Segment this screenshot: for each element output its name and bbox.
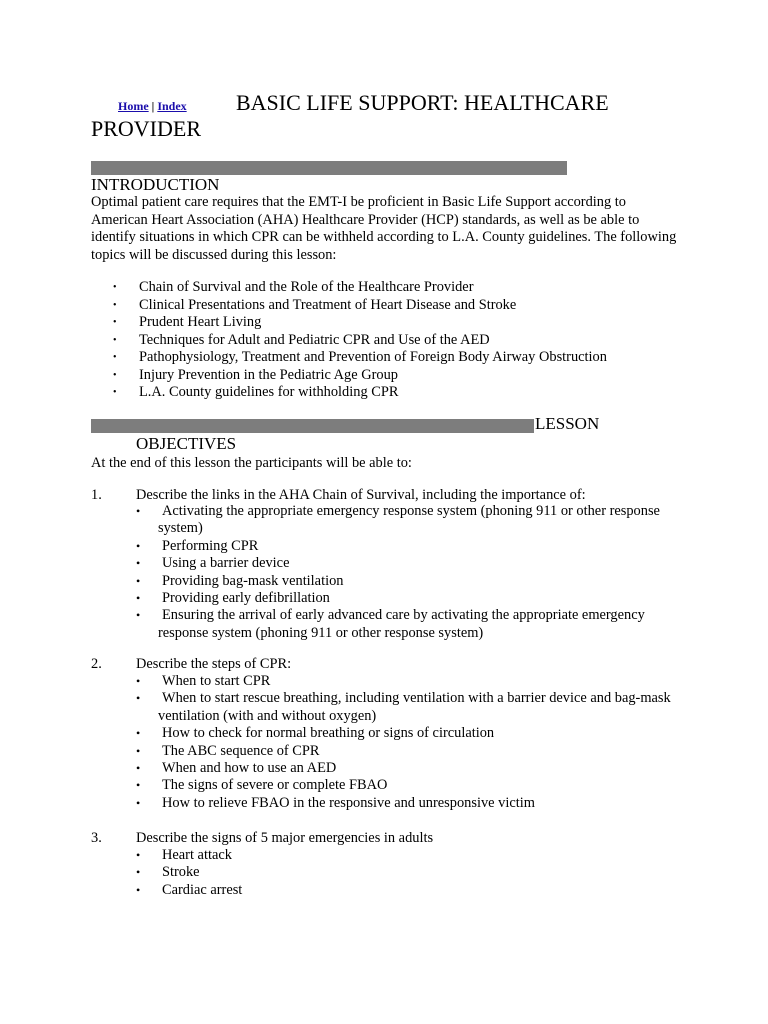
- objective-title: Describe the steps of CPR:: [136, 656, 292, 672]
- list-item: • Using a barrier device: [136, 555, 290, 572]
- bullet-icon: •: [136, 743, 141, 758]
- list-item: • The signs of severe or complete FBAO: [136, 777, 388, 794]
- introduction-heading: INTRODUCTION: [91, 175, 220, 194]
- list-item: • How to check for normal breathing or signs of circulation: [136, 725, 495, 742]
- bullet-icon: •: [113, 282, 117, 293]
- page-title-line1: BASIC LIFE SUPPORT: HEALTHCARE: [236, 90, 609, 115]
- bullet-icon: •: [136, 761, 141, 776]
- objective-sub-list: [0, 847, 688, 899]
- home-link[interactable]: Home: [118, 99, 149, 113]
- bullet-icon: •: [136, 674, 141, 688]
- bullet-icon: •: [136, 865, 141, 880]
- list-item: • Ensuring the arrival of early advanced care by activating the appropriate emergency response system (phoning 911 or other response system): [136, 607, 645, 641]
- objective-title: Describe the signs of 5 major emergencies in adults: [136, 830, 434, 846]
- objective-number: 3.: [91, 830, 102, 846]
- bullet-icon: •: [113, 387, 117, 398]
- bullet-icon: •: [113, 334, 117, 346]
- list-item: • The ABC sequence of CPR: [136, 742, 320, 759]
- objective-title: Describe the links in the AHA Chain of Survival, including the importance of:: [136, 487, 586, 503]
- list-item: • Providing bag-mask ventilation: [136, 572, 344, 589]
- bullet-icon: •: [136, 848, 141, 862]
- bullet-icon: •: [113, 299, 117, 311]
- bullet-icon: •: [136, 778, 141, 793]
- bullet-icon: •: [136, 608, 141, 623]
- bullet-icon: •: [136, 504, 141, 518]
- objectives-heading-part1: LESSON: [535, 414, 600, 433]
- nav-links: [118, 99, 187, 114]
- bullet-icon: •: [113, 369, 117, 381]
- nav-separator: |: [151, 99, 155, 113]
- objective-sub-list: [0, 673, 688, 812]
- bullet-icon: •: [136, 691, 141, 706]
- bullet-icon: •: [136, 573, 141, 588]
- index-link[interactable]: Index: [157, 99, 187, 113]
- list-item: • Providing early defibrillation: [136, 590, 330, 607]
- bullet-icon: •: [136, 882, 141, 897]
- list-item: • Stroke: [136, 864, 200, 881]
- page-title-line2: PROVIDER: [91, 116, 202, 141]
- introduction-paragraph: Optimal patient care requires that the EMT-I be proficient in Basic Life Support according to American Heart Association (AHA) Healthcare Provider (HCP) standards, as well as be able to identify situations in which CPR can be withheld according to L.A. County guidelines. The following topics will be discussed during this lesson:: [91, 194, 677, 263]
- objectives-intro: At the end of this lesson the participants will be able to:: [91, 455, 412, 471]
- objective-sub-list: [0, 503, 688, 642]
- list-item: • How to relieve FBAO in the responsive and unresponsive victim: [136, 794, 535, 811]
- bullet-icon: •: [136, 795, 141, 810]
- list-item: • Cardiac arrest: [136, 881, 243, 898]
- bullet-icon: •: [136, 726, 141, 741]
- section-divider: [91, 419, 534, 433]
- bullet-icon: •: [113, 317, 117, 328]
- document-page: Home | Index BASIC LIFE SUPPORT: HEALTHCARE PROVIDER INTRODUCTION Optimal patient care requires that the EMT-I be proficient in Basic Life Support according to American Heart Association (AHA) Healthcare Provider (HCP) standards, as well as be able to identify situations in which CPR can be withheld according to L.A. County guidelines. The following topics will be discussed during this lesson: • Chain of Survival and the Role of the Healthcare Provider • Clinical Presentations and Treatment of Heart Disease and Stroke • Prudent Heart Living • Techniques for Adult and Pediatric CPR and Use of the AED • Pathophysiology, Treatment and Prevention of Foreign Body Airway Obstruction • Injury Prevention in the Pediatric Age Group • L.A. County guidelines for withholding CPR LESSON OBJECTIVES At the end of this lesson the participants will be able to: 1. Describe the links in the AHA Chain of Survival, including the importance of: • Activating the appropriate emergency response system (phoning 911 or other response system) • Performing CPR • Using a barrier device • Providing bag-mask ventilation • Providing early defibrillation • Ensuring the arrival of early advanced care by activating the appropriate emergency response system (phoning 911 or other response system) 2. Describe the steps of CPR: • When to start CPR • When to start rescue breathing, including ventilation with a barrier device and bag-mask ventilation (with and without oxygen) • How to check for normal breathing or signs of circulation • The ABC sequence of CPR • When and how to use an AED • The signs of severe or complete FBAO • How to relieve FBAO in the responsive and unresponsive victim 3. Describe the signs of 5 major emergencies in adults • Heart attack • Stroke • Cardiac arrest: [0, 0, 768, 1024]
- list-item: • When to start CPR: [136, 673, 271, 689]
- objective-number: 1.: [91, 487, 102, 503]
- objective-number: 2.: [91, 656, 102, 672]
- list-item: • Heart attack: [136, 847, 232, 863]
- bullet-icon: •: [113, 352, 117, 363]
- bullet-icon: •: [136, 538, 141, 553]
- bullet-icon: •: [136, 591, 141, 606]
- bullet-icon: •: [136, 556, 141, 571]
- section-divider: [91, 161, 567, 175]
- list-item: • When to start rescue breathing, including ventilation with a barrier device and bag-mask ventilation (with and without oxygen): [136, 690, 671, 724]
- list-item: • When and how to use an AED: [136, 760, 337, 777]
- list-item: • Performing CPR: [136, 537, 259, 554]
- objectives-heading-part2: OBJECTIVES: [136, 434, 237, 453]
- list-item: • Activating the appropriate emergency response system (phoning 911 or other response system): [136, 503, 660, 537]
